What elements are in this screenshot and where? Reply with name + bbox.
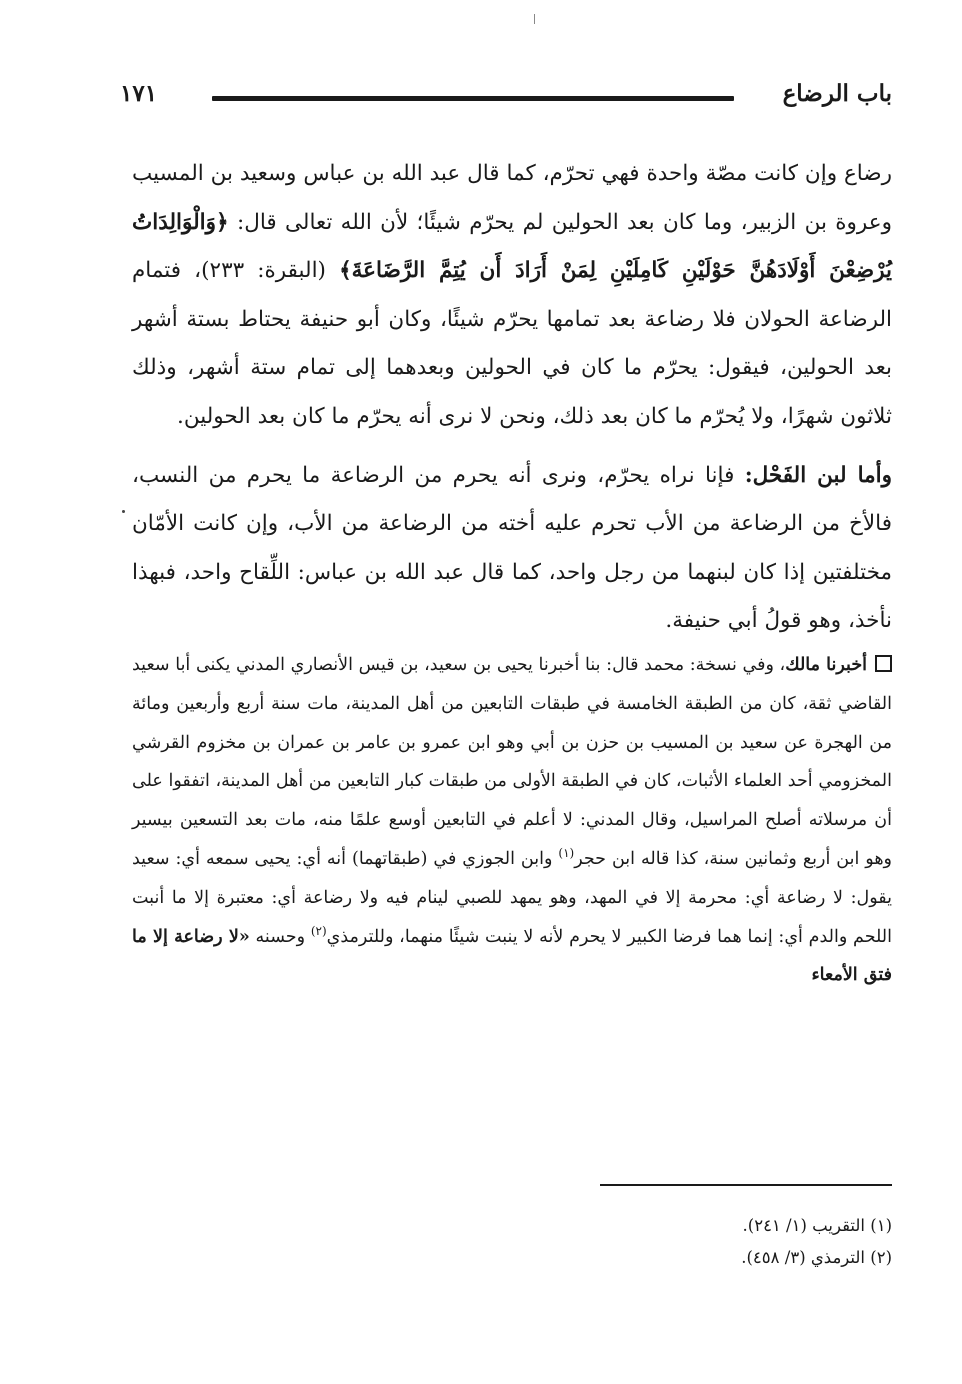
page-body [132,150,892,995]
main-text [132,150,892,646]
main-paragraph-1: رضاع وإن كانت مصّة واحدة فهي تحرّم، كما قال عبد الله بن عباس وسعيد بن المسيب وعروة بن الزبير، وما كان بعد الحولين لم يحرّم شيئًا؛ لأن الله تعالى قال: ﴿وَالْوَالِدَاتُ يُرْضِعْنَ أَوْلَادَهُنَّ حَوْلَيْنِ كَامِلَيْنِ لِمَنْ أَرَادَ أَن يُتِمَّ الرَّضَاعَةَ﴾ (البقرة: ٢٣٣)، فتمام الرضاعة الحولان فلا رضاعة بعد تمامها يحرّم شيئًا، وكان أبو حنيفة يحتاط بستة أشهر بعد الحولين، فيقول: يحرّم ما كان في الحولين وبعدهما إلى تمام ستة أشهر، وذلك ثلاثون شهرًا، ولا يُحرّم ما كان بعد ذلك، ونحن لا نرى أنه يحرّم ما كان بعد الحولين. [132,161,892,429]
square-marker-icon [875,655,892,672]
footnote-ref-1: (١) [558,846,575,861]
header-rule [212,96,734,101]
main-paragraph-2: وأما لبن الفَحْل: فإنا نراه يحرّم، ونرى أنه يحرم من الرضاعة ما يحرم من النسب، فالأخ من الرضاعة من الأب تحرم عليه أخته من الرضاعة من الأب، وإن كانت الأمّان مختلفتين إذا كان لبنهما من رجل واحد، كما قال عبد الله بن عباس: اللِّقاح واحد، فبهذا نأخذ، وهو قولُ أبي حنيفة. [132,462,892,634]
paragraph-lead: وأما لبن الفَحْل: [744,462,892,488]
commentary-lead: أخبرنا مالك [785,654,867,675]
footnotes [392,1210,892,1274]
commentary-text [132,646,892,995]
footnote-1: (١) التقريب (١/ ٢٤١). [742,1216,892,1235]
hadith-quote: «لا رضاعة إلا ما فتق الأمعاء [132,926,892,986]
page-header [120,78,892,118]
footnote-2: (٢) الترمذي (٣/ ٤٥٨). [741,1248,892,1267]
scan-speck [122,510,125,513]
scan-mark [534,14,535,24]
footnote-rule [600,1184,892,1186]
commentary-paragraph: أخبرنا مالك، وفي نسخة: محمد قال: بنا أخبرنا يحيى بن سعيد، بن قيس الأنصاري المدني يكنى أبا سعيد القاضي ثقة، كان من الطبقة الخامسة في طبقات التابعين من أهل المدينة، مات سنة أربع وأربعين ومائة من الهجرة عن سعيد بن المسيب بن حزن بن أبي وهو ابن عمرو بن عامر بن عمران بن مخزوم القرشي المخزومي أحد العلماء الأثبات، كان في الطبقة الأولى من طبقات كبار التابعين من أهل المدينة، اتفقوا على أن مرسلاته أصلح المراسيل، وقال المدني: لا أعلم في التابعين أوسع علمًا منه، مات بعد التسعين بيسير وهو ابن أربع وثمانين سنة، كذا قاله ابن حجر$^{(١)}$ وابن الجوزي في (طبقاتهما) أنه أي: يحيى سمعه أي: سعيد يقول: لا رضاعة أي: محرمة إلا في المهد، وهو يمهد للصبي لينام فيه ولا رضاعة أي: معتبرة إلا ما أنبت اللحم والدم أي: إنما هما فرضا الكبير لا يحرم لأنه لا ينبت شيئًا منهما، وللترمذي$^{(٢)}$ وحسنه «لا رضاعة إلا ما فتق الأمعاء [132,654,893,986]
chapter-title: باب الرضاع [782,80,892,107]
footnote-ref-2: (٢) [310,923,327,938]
quran-verse: ﴿وَالْوَالِدَاتُ يُرْضِعْنَ أَوْلَادَهُنَّ حَوْلَيْنِ كَامِلَيْنِ لِمَنْ أَرَادَ أَن يُتِمَّ الرَّضَاعَةَ﴾ [132,209,892,284]
page-number: ١٧١ [120,80,158,107]
